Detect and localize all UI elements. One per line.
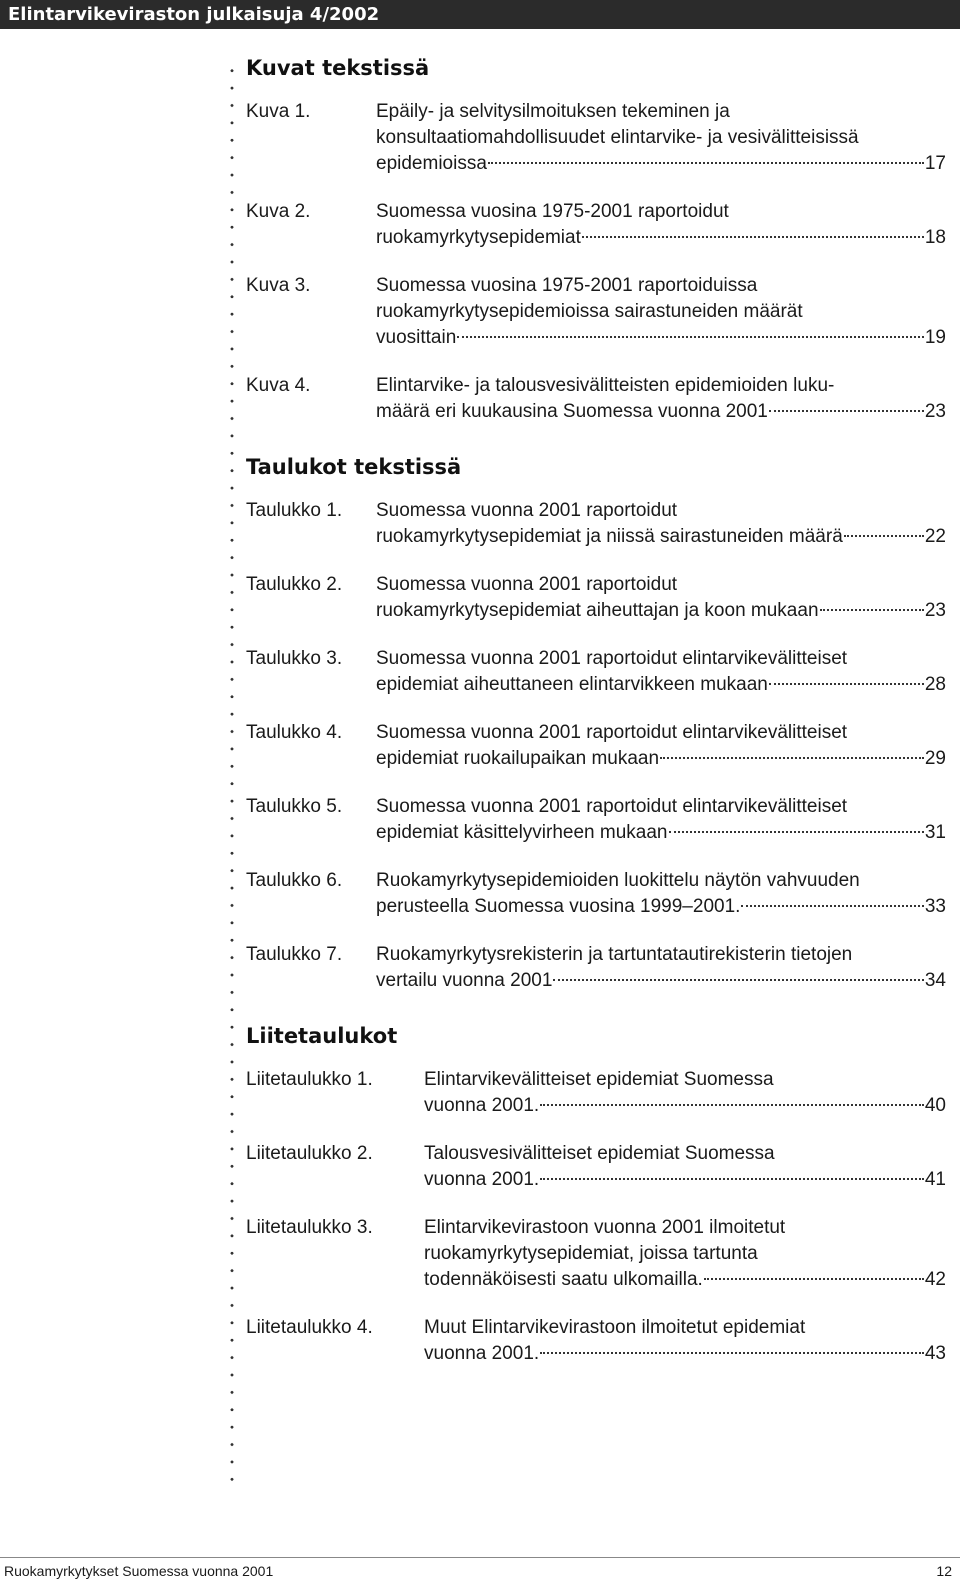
dot-leader (820, 609, 924, 611)
dot-leader (769, 683, 924, 685)
footer-title: Ruokamyrkytykset Suomessa vuonna 2001 (4, 1563, 274, 1579)
entry-last-line (424, 1167, 946, 1193)
entry-page-number: 34 (924, 970, 946, 991)
page-footer (0, 1557, 960, 1586)
entry-text (376, 498, 946, 550)
entry-line: Suomessa vuonna 2001 raportoidut (376, 500, 678, 521)
entry-label: Taulukko 7. (246, 944, 343, 965)
entry-line: Elintarvikevälitteiset epidemiat Suomessa (424, 1069, 774, 1090)
dot-leader (669, 831, 924, 833)
toc-section (246, 1024, 946, 1367)
entry-text (376, 868, 946, 920)
entry-last-line (376, 672, 946, 698)
entry-label: Kuva 1. (246, 101, 311, 122)
dot-leader (769, 410, 924, 412)
entry-text (376, 720, 946, 772)
entry-text (376, 99, 946, 177)
entry-page-number: 28 (924, 674, 946, 695)
entry-line: Suomessa vuonna 2001 raportoidut elintarvikevälitteiset (376, 648, 848, 669)
entry-page-number: 29 (924, 748, 946, 769)
entry-last-line (376, 968, 946, 994)
entry-page-number: 41 (924, 1169, 946, 1190)
dot-leader (741, 905, 923, 907)
dot-leader (540, 1352, 924, 1354)
entry-line: vuonna 2001. (424, 1095, 540, 1116)
entry-line: ruokamyrkytysepidemiat aiheuttajan ja koon mukaan (376, 600, 819, 621)
entry-page-number: 23 (924, 600, 946, 621)
entry-last-line (424, 1267, 946, 1293)
entry-last-line (376, 225, 946, 251)
entry-line: ruokamyrkytysepidemiat ja niissä sairastuneiden määrä (376, 526, 843, 547)
section-title: Taulukot tekstissä (246, 455, 462, 479)
entry-line: ruokamyrkytysepidemiat (376, 227, 581, 248)
entry-line: Ruokamyrkytysrekisterin ja tartuntatautirekisterin tietojen (376, 944, 853, 965)
entry-line: epidemiat ruokailupaikan mukaan (376, 748, 660, 769)
toc-section (246, 56, 946, 425)
dot-leader (540, 1178, 924, 1180)
entry-last-line (376, 151, 946, 177)
entry-page-number: 18 (924, 227, 946, 248)
entry-text (376, 942, 946, 994)
toc-entry (246, 646, 946, 698)
entry-label: Taulukko 1. (246, 500, 343, 521)
toc-entry (246, 99, 946, 177)
toc-entry (246, 199, 946, 251)
entry-page-number: 42 (924, 1269, 946, 1290)
entry-label: Taulukko 3. (246, 648, 343, 669)
page-header (0, 0, 960, 29)
toc-entry (246, 373, 946, 425)
entry-last-line (376, 399, 946, 425)
entry-line: ruokamyrkytysepidemioissa sairastuneiden määrät (376, 301, 803, 322)
toc-entry (246, 1067, 946, 1119)
entry-last-line (376, 325, 946, 351)
entry-last-line (376, 894, 946, 920)
table-of-contents (246, 56, 946, 1397)
publication-title: Elintarvikeviraston julkaisuja 4/2002 (8, 4, 380, 25)
entry-line: epidemiat käsittelyvirheen mukaan (376, 822, 668, 843)
toc-entry (246, 1215, 946, 1293)
entry-line: Suomessa vuonna 2001 raportoidut elintarvikevälitteiset (376, 722, 848, 743)
entry-label: Taulukko 5. (246, 796, 343, 817)
entry-text (376, 199, 946, 251)
entry-text (376, 273, 946, 351)
dot-leader (660, 757, 924, 759)
dot-leader (704, 1278, 924, 1280)
dotted-margin-rule (229, 62, 235, 1492)
entry-text (376, 572, 946, 624)
entry-label: Kuva 3. (246, 275, 311, 296)
entry-line: vuonna 2001. (424, 1169, 540, 1190)
entry-label: Liitetaulukko 2. (246, 1143, 373, 1164)
entry-line: Epäily- ja selvitysilmoituksen tekeminen ja (376, 101, 730, 122)
entry-label: Taulukko 2. (246, 574, 343, 595)
entry-text (376, 646, 946, 698)
entry-page-number: 33 (924, 896, 946, 917)
toc-entry (246, 794, 946, 846)
entry-last-line (376, 820, 946, 846)
entry-page-number: 22 (924, 526, 946, 547)
toc-section (246, 455, 946, 994)
entry-label: Taulukko 4. (246, 722, 343, 743)
entry-page-number: 23 (924, 401, 946, 422)
entry-line: vertailu vuonna 2001 (376, 970, 553, 991)
entry-page-number: 17 (924, 153, 946, 174)
entry-line: epidemiat aiheuttaneen elintarvikkeen mukaan (376, 674, 768, 695)
entry-line: Suomessa vuonna 2001 raportoidut (376, 574, 678, 595)
toc-entry (246, 868, 946, 920)
entry-line: Ruokamyrkytysepidemioiden luokittelu näytön vahvuuden (376, 870, 860, 891)
entry-line: Talousvesivälitteiset epidemiat Suomessa (424, 1143, 775, 1164)
entry-line: Muut Elintarvikevirastoon ilmoitetut epidemiat (424, 1317, 806, 1338)
entry-page-number: 19 (924, 327, 946, 348)
entry-line: vuonna 2001. (424, 1343, 540, 1364)
entry-page-number: 31 (924, 822, 946, 843)
entry-label: Taulukko 6. (246, 870, 343, 891)
dot-leader (540, 1104, 924, 1106)
entry-last-line (376, 746, 946, 772)
entry-label: Kuva 2. (246, 201, 311, 222)
entry-text (424, 1215, 946, 1293)
toc-entry (246, 1141, 946, 1193)
toc-entry (246, 572, 946, 624)
entry-page-number: 43 (924, 1343, 946, 1364)
dot-leader (457, 336, 924, 338)
entry-line: todennäköisesti saatu ulkomailla. (424, 1269, 703, 1290)
entry-line: konsultaatiomahdollisuudet elintarvike- ja vesivälitteisissä (376, 127, 859, 148)
entry-last-line (424, 1093, 946, 1119)
entry-line: Suomessa vuosina 1975-2001 raportoidut (376, 201, 729, 222)
dot-leader (553, 979, 923, 981)
toc-entry (246, 273, 946, 351)
section-title: Liitetaulukot (246, 1024, 398, 1048)
dot-leader (582, 236, 924, 238)
toc-entry (246, 720, 946, 772)
entry-line: perusteella Suomessa vuosina 1999–2001. (376, 896, 741, 917)
entry-line: ruokamyrkytysepidemiat, joissa tartunta (424, 1243, 758, 1264)
entry-text (376, 794, 946, 846)
toc-entry (246, 1315, 946, 1367)
toc-entry (246, 942, 946, 994)
entry-page-number: 40 (924, 1095, 946, 1116)
entry-label: Liitetaulukko 4. (246, 1317, 373, 1338)
entry-line: vuosittain (376, 327, 457, 348)
entry-text (424, 1067, 946, 1119)
entry-text (424, 1315, 946, 1367)
entry-last-line (424, 1341, 946, 1367)
entry-last-line (376, 598, 946, 624)
toc-entry (246, 498, 946, 550)
entry-line: Elintarvikevirastoon vuonna 2001 ilmoitetut (424, 1217, 786, 1238)
entry-text (424, 1141, 946, 1193)
entry-label: Liitetaulukko 1. (246, 1069, 373, 1090)
entry-line: Elintarvike- ja talousvesivälitteisten epidemioiden luku- (376, 375, 835, 396)
entry-label: Kuva 4. (246, 375, 311, 396)
page-number: 12 (936, 1563, 952, 1579)
section-title: Kuvat tekstissä (246, 56, 430, 80)
dot-leader (844, 535, 924, 537)
entry-line: määrä eri kuukausina Suomessa vuonna 2001 (376, 401, 768, 422)
entry-line: Suomessa vuosina 1975-2001 raportoiduissa (376, 275, 758, 296)
entry-text (376, 373, 946, 425)
dot-leader (488, 162, 924, 164)
entry-line: epidemioissa (376, 153, 487, 174)
entry-last-line (376, 524, 946, 550)
entry-label: Liitetaulukko 3. (246, 1217, 373, 1238)
entry-line: Suomessa vuonna 2001 raportoidut elintarvikevälitteiset (376, 796, 848, 817)
